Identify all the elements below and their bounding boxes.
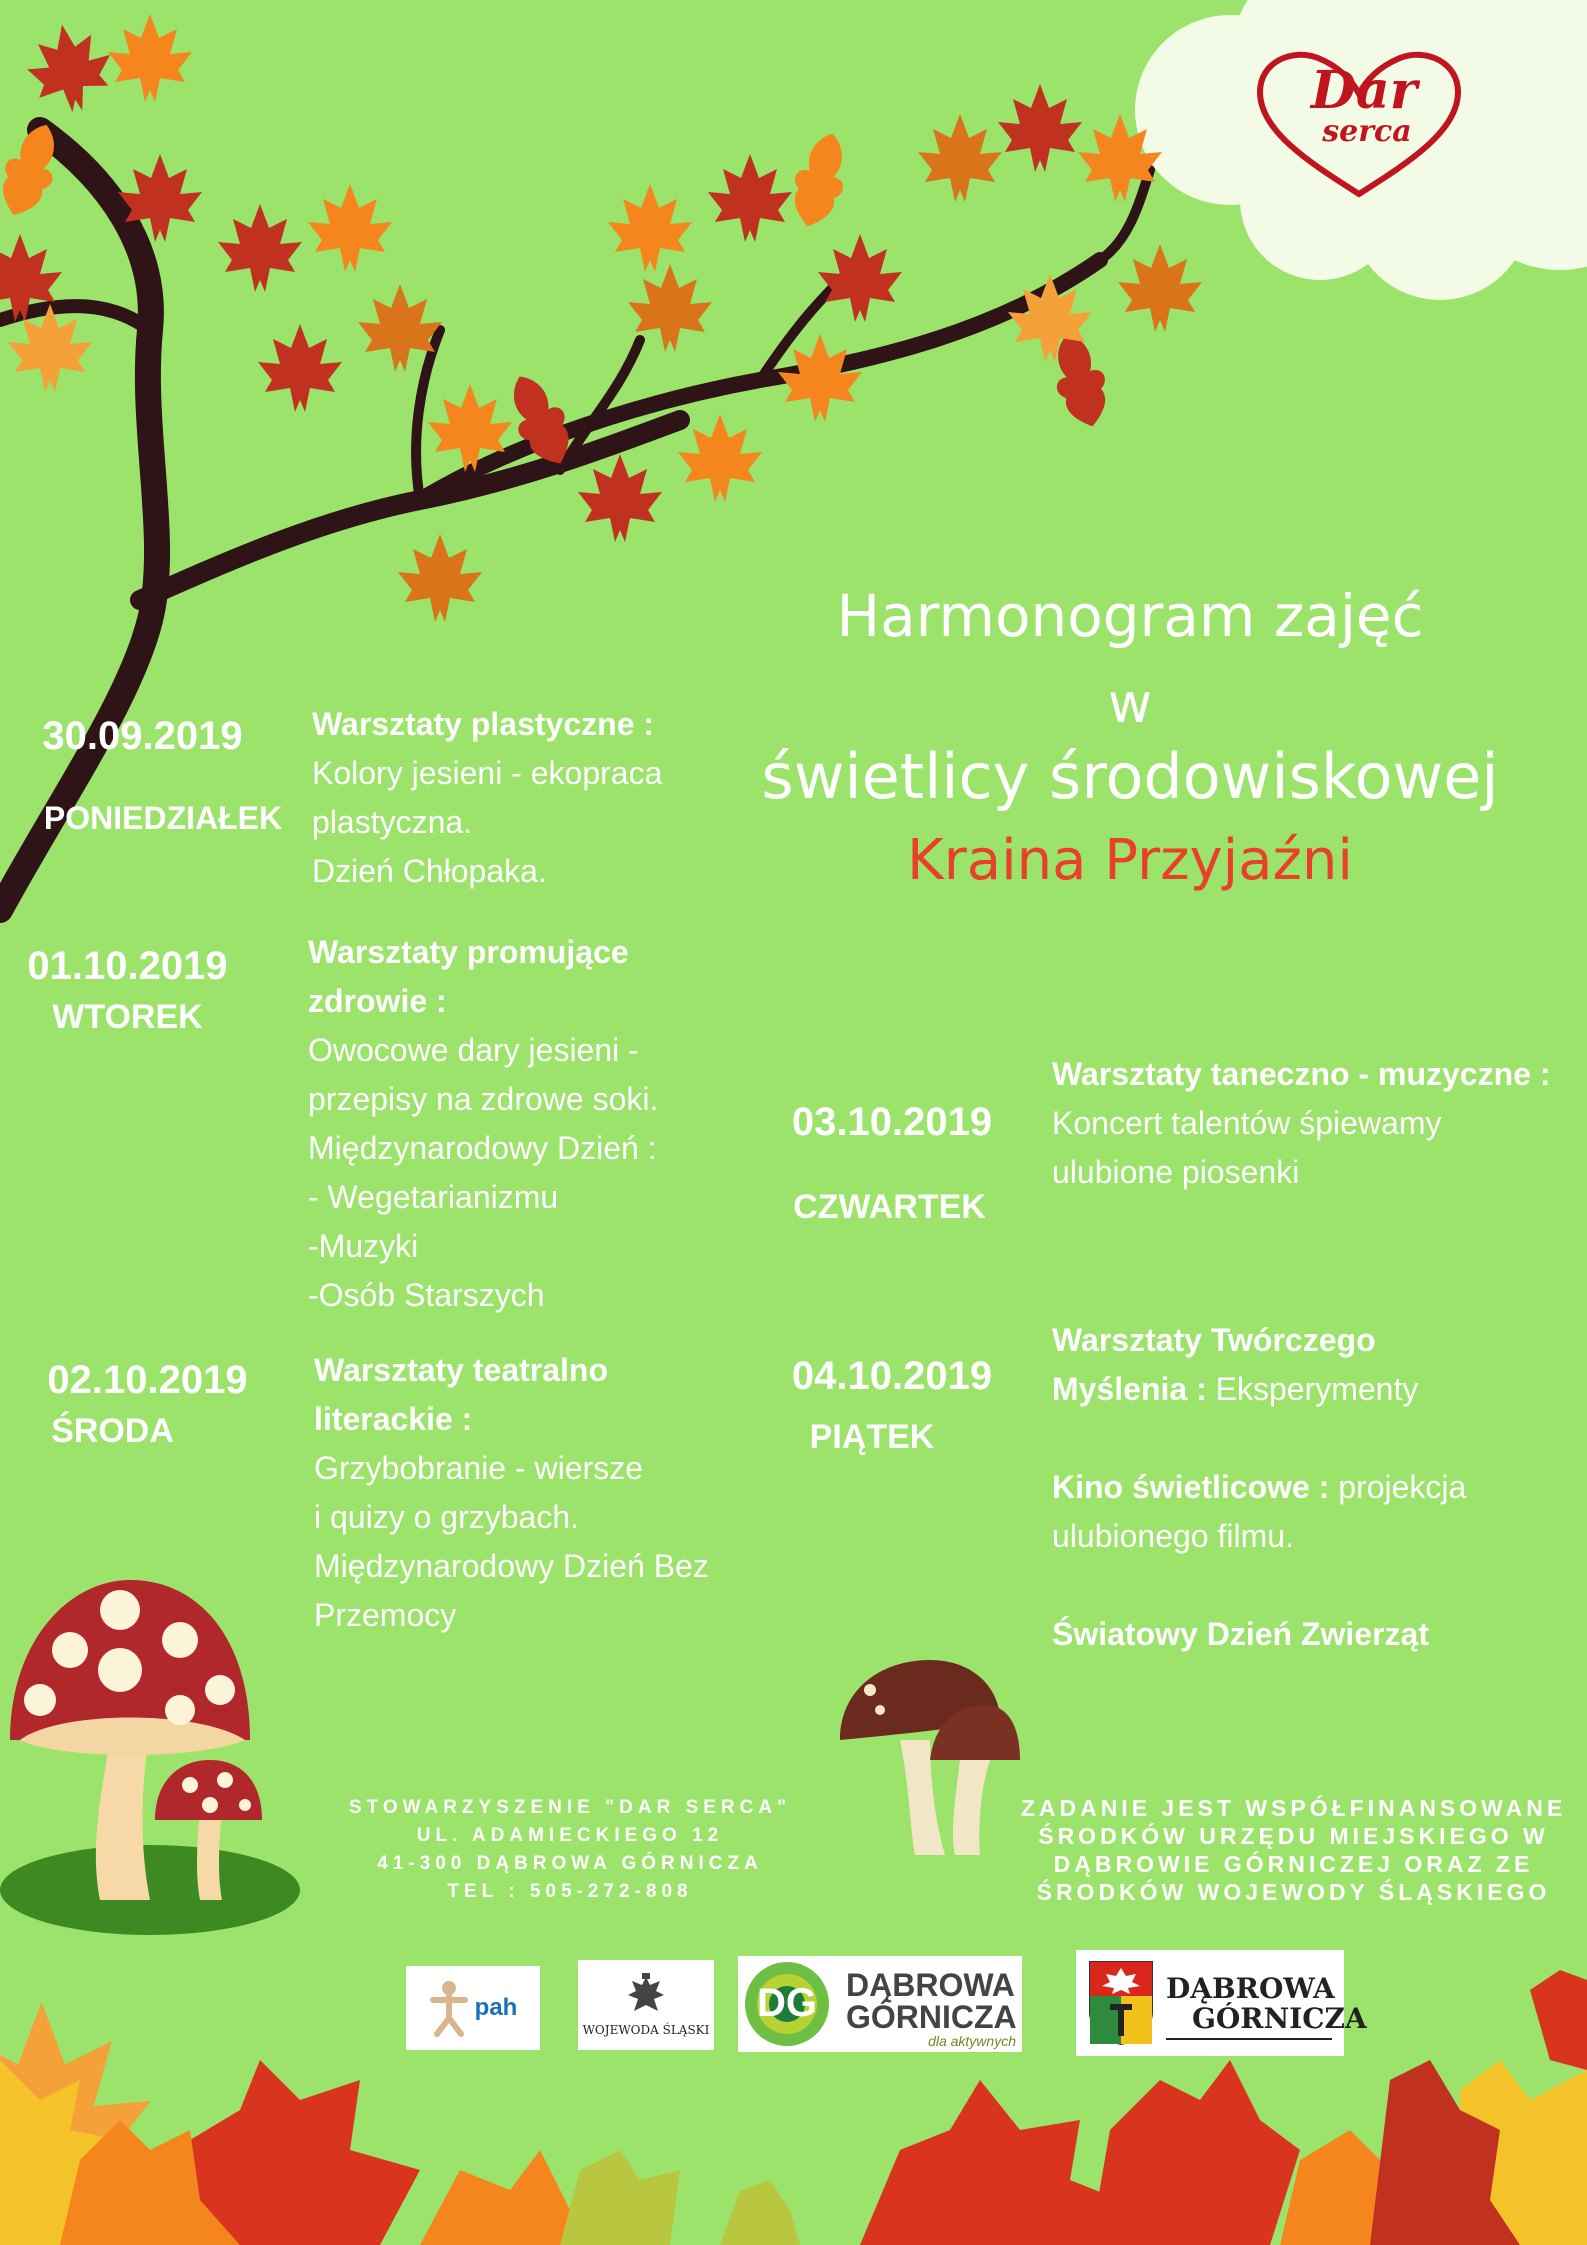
activity-day5 — [1052, 1316, 1582, 1659]
date-day5: 04.10.2019 — [791, 1354, 993, 1398]
date-day3: 02.10.2019 — [47, 1358, 248, 1402]
activity-line: Owocowe dary jesieni - — [308, 1032, 639, 1068]
wojewoda-text: WOJEWODA ŚLĄSKI — [582, 2023, 710, 2037]
autumn-leaves — [0, 14, 1202, 622]
address-line: UL. ADAMIECKIEGO 12 — [416, 1825, 724, 1846]
activity-heading: Światowy Dzień Zwierząt — [1052, 1616, 1429, 1652]
pah-logo — [406, 1966, 540, 2050]
page-subtitle: Kraina Przyjaźni — [907, 828, 1353, 893]
date-day4: 03.10.2019 — [791, 1100, 993, 1144]
address-line: STOWARZYSZENIE "DAR SERCA" — [348, 1797, 792, 1818]
mushroom-left — [0, 1580, 300, 1935]
coat-of-arms-icon — [1088, 1960, 1154, 2046]
activity-heading: zdrowie : — [308, 983, 447, 1019]
activity-line: ulubionego filmu. — [1052, 1518, 1294, 1554]
logo-subtext: serca — [1322, 114, 1412, 149]
pah-text: pah — [474, 1994, 518, 2021]
figure-icon — [429, 1978, 469, 2038]
funding-line: ŚRODKÓW WOJEWODY ŚLĄSKIEGO — [1036, 1879, 1551, 1905]
page-title-line3: świetlicy środowiskowej — [761, 740, 1499, 813]
activity-day4 — [1052, 1050, 1582, 1197]
activity-line: Koncert talentów śpiewamy — [1052, 1105, 1442, 1141]
activity-line: Grzybobranie - wiersze — [314, 1450, 643, 1486]
activity-line: Międzynarodowy Dzień : — [308, 1130, 657, 1166]
activity-line: projekcja — [1329, 1469, 1467, 1505]
activity-heading: Warsztaty taneczno - muzyczne : — [1052, 1056, 1551, 1092]
weekday-day2: WTOREK — [52, 998, 203, 1036]
funding-line: DĄBROWIE GÓRNICZEJ ORAZ ZE — [1053, 1851, 1534, 1877]
activity-heading: Warsztaty promujące — [308, 934, 629, 970]
weekday-day3: ŚRODA — [51, 1412, 174, 1450]
activity-line: - Wegetarianizmu — [308, 1179, 559, 1215]
weekday-day4: CZWARTEK — [793, 1188, 986, 1226]
dg-line2: GÓRNICZA — [846, 1999, 1017, 2035]
activity-line: i quizy o grzybach. — [314, 1499, 580, 1535]
funding-line: ŚRODKÓW URZĘDU MIEJSKIEGO W — [1038, 1823, 1549, 1849]
activity-day1 — [312, 700, 712, 896]
activity-line: -Muzyki — [308, 1228, 419, 1264]
dabrowa-dla-aktywnych-logo — [738, 1956, 1022, 2052]
activity-line: Kolory jesieni - ekopraca — [312, 755, 663, 791]
weekday-day5: PIĄTEK — [809, 1418, 935, 1456]
address-line: TEL : 505-272-808 — [447, 1881, 693, 1902]
activity-heading: Kino świetlicowe : — [1052, 1469, 1330, 1505]
address-line: 41-300 DĄBROWA GÓRNICZA — [377, 1853, 763, 1874]
activity-line: Międzynarodowy Dzień Bez — [314, 1548, 709, 1584]
dar-serca-logo — [1252, 44, 1466, 202]
funding-note — [1000, 1794, 1587, 1906]
activity-line: ulubione piosenki — [1052, 1154, 1300, 1190]
weekday-day1: PONIEDZIAŁEK — [43, 800, 283, 836]
funding-line: ZADANIE JEST WSPÓŁFINANSOWANE — [1020, 1795, 1567, 1821]
activity-heading: Myślenia : — [1052, 1371, 1207, 1407]
dg-mono: DG — [757, 1981, 817, 2025]
dg-line1: DĄBROWA — [846, 1967, 1015, 2003]
activity-line: Przemocy — [314, 1597, 457, 1633]
activity-heading: Warsztaty teatralno — [314, 1352, 608, 1388]
page-title-line2: w — [1107, 672, 1153, 735]
page-title: Harmonogram zajęć — [836, 582, 1424, 650]
mushroom-right — [840, 1660, 1020, 1855]
city-underline — [1166, 2038, 1332, 2040]
bottom-leaf-green — [560, 2150, 800, 2245]
logo-text: Dar — [1310, 60, 1418, 121]
activity-heading: literackie : — [314, 1401, 473, 1437]
wojewoda-logo — [578, 1960, 714, 2050]
date-day2: 01.10.2019 — [27, 944, 228, 988]
activity-day3 — [314, 1346, 754, 1640]
activity-heading: Warsztaty Twórczego — [1052, 1322, 1376, 1358]
activity-line: -Osób Starszych — [308, 1277, 545, 1313]
activity-day2 — [308, 928, 728, 1320]
city-line1: DĄBROWA — [1166, 1972, 1335, 2005]
city-line2: GÓRNICZA — [1192, 2002, 1367, 2035]
address-block — [340, 1794, 800, 1906]
activity-line: przepisy na zdrowe soki. — [308, 1081, 659, 1117]
activity-line: plastyczna. — [312, 804, 473, 840]
activity-line: Dzień Chłopaka. — [312, 853, 547, 889]
date-day1: 30.09.2019 — [42, 714, 243, 758]
activity-heading: Warsztaty plastyczne : — [312, 706, 655, 742]
activity-line: Eksperymenty — [1206, 1371, 1419, 1407]
dg-tagline: dla aktywnych — [928, 2033, 1016, 2049]
dabrowa-gornicza-city-logo — [1076, 1950, 1367, 2056]
eagle-icon — [626, 1973, 666, 2021]
